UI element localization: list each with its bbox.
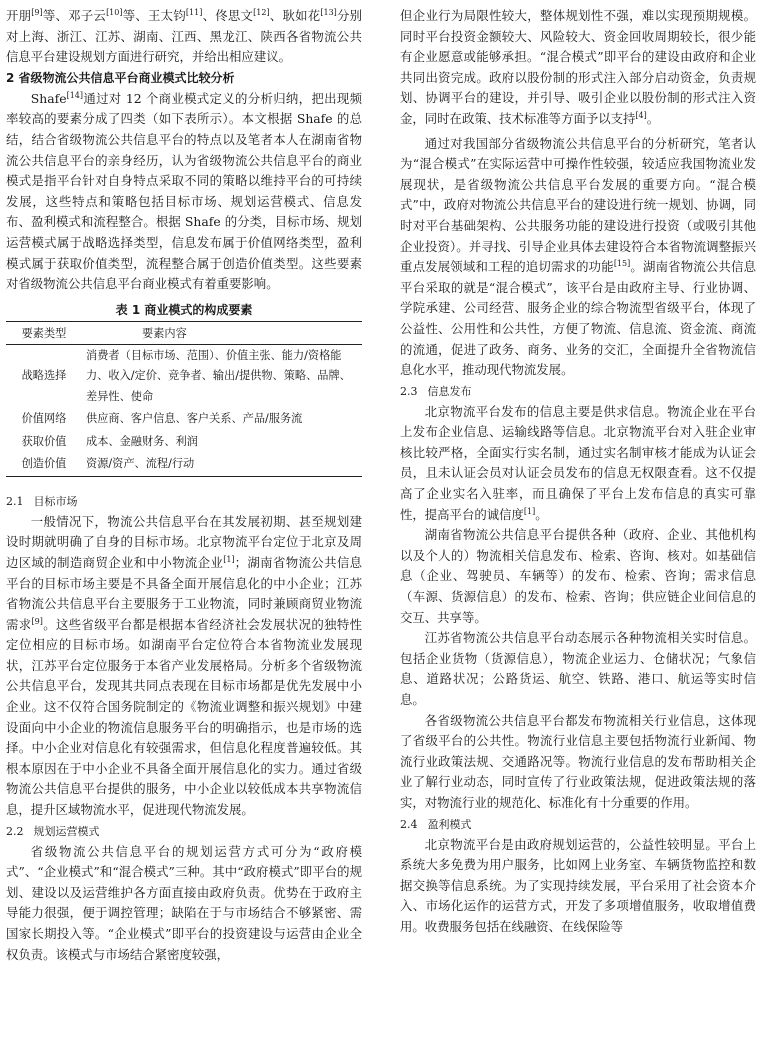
table-cell-content: 资源/资产、流程/行动 — [82, 453, 362, 476]
right-column — [400, 6, 756, 938]
table-cell-content: 供应商、客户信息、客户关系、产品/服务流 — [86, 412, 303, 426]
subsection-title: 目标市场 — [33, 494, 78, 508]
subsection-number: 2.1 — [6, 494, 24, 508]
subsection-2-2-paragraph: 省级物流公共信息平台的规划运营方式可分为“政府模式”、“企业模式”和“混合模式”三种。其中“政府模式”即平台的规划、建设以及运营维护各方面直接由政府负责。优势在于政府主导能力很强，便于调控管理；缺陷在于与市场结合不够紧密、需国家长期投入等。“企业模式”即平台的投资建设与运营由企业全权负责。该模式与市场结合紧密度较强， — [6, 843, 362, 962]
table-cell-content: 消费者（目标市场、范围）、价值主张、能力/资格能力、收入/定价、竞争者、输出/提供物、策略、品牌、差异性、使命 — [86, 348, 351, 403]
section-2-paragraph: Shafe[14]通过对 12 个商业模式定义的分析归纳，把出现频率较高的要素分成了四类（如下表所示）。本文根据 Shafe 的总结，结合省级物流公共信息平台的特点以及笔者本人在湖南省物流公共信息平台的亲身经历，认为省级物流公共信息平台的商业模式是指平台针对自身特点采取不同的策略以维持平台的可持续发展，这些特点和策略包括目标市场、规划运营模式、信息发布、盈利模式和流程整合。根据 Shafe 的分类，目标市场、规划运营模式属于战略选择类型，信息发布属于价值网络类型，盈利模式属于获取价值类型，流程整合属于创造价值类型。这些要素对省级物流公共信息平台商业模式有着重要影响。 — [6, 90, 362, 292]
section-2-heading: 2 省级物流公共信息平台商业模式比较分析 — [6, 70, 235, 85]
table-row — [6, 453, 362, 476]
subsection-2-4-heading — [400, 814, 756, 835]
subsection-title: 信息发布 — [427, 384, 472, 398]
mixed-model-paragraph: 通过对我国部分省级物流公共信息平台的分析研究，笔者认为“混合模式”在实际运营中可操作性较强，较适应我国物流业发展现状，是省级物流公共信息平台发展的重要方向。“混合模式”中，政府对物流公共信息平台的建设进行统一规划、协调，同时对平台基础架构、公共服务功能的建设进行投资（或吸引其他企业投资）。并寻找、引导企业具体去建设符合本省物流调整振兴重点发展领域和工程的追切需求的功能[15]。湖南省物流公共信息平台采取的就是“混合模式”，该平台是由政府主导、行业协调、学院承建、公司经营、服务企业的综合物流型省级平台，体现了公益性、公用性和公共性，方便了物流、信息流、资金流、商流的流通，促进了政务、商务、业务的交汇，全面提升全省物流信息化水平，推动现代物流发展。 — [400, 135, 757, 378]
subsection-2-2-heading — [6, 821, 362, 842]
subsection-2-1-heading — [6, 491, 362, 512]
table-row — [6, 408, 362, 431]
table-header-type: 要素类型 — [6, 321, 82, 344]
table-header-row — [6, 321, 362, 344]
table-cell-type: 价值网络 — [21, 412, 67, 426]
table-1-title: 表 1 商业模式的构成要素 — [115, 302, 253, 317]
subsection-2-3-paragraph-2: 湖南省物流公共信息平台提供各种（政府、企业、其他机构以及个人的）物流相关信息发布、检索、咨询、核对。如基础信息（企业、驾驶员、车辆等）的发布、检索、咨询；需求信息（车源、货源信息）的发布、检索、咨询；供应链企业间信息的交互、共享等。 — [400, 527, 756, 625]
subsection-2-3-paragraph-4: 各省级物流公共信息平台都发布物流相关行业信息，这体现了省级平台的公共性。物流行业信息主要包括物流行业新闻、物流行业政策法规、交通路况等。物流行业信息的发布帮助相关企业了解行业动态，同时宣传了行业政策法规，促进政策法规的落实，对物流行业的规范化、标准化有十分重要的作用。 — [400, 712, 756, 810]
subsection-title: 盈利模式 — [427, 817, 472, 831]
subsection-number: 2.2 — [6, 824, 24, 838]
subsection-2-4-paragraph-1: 北京物流平台是由政府规划运营的，公益性较明显。平台上系统大多免费为用户服务，比如网上业务室、车辆货物监控和数据交换等信息系统。为了实现持续发展，平台采用了社会资本介入、市场化运作的运营方式，开发了多项增值服务，收取增值费用。收费服务包括在线融资、在线保险等 — [400, 836, 756, 934]
subsection-2-1-paragraph: 一般情况下，物流公共信息平台在其发展初期、甚至规划建设时期就明确了自身的目标市场。北京物流平台定位于北京及周边区域的制造商贸企业和中小物流企业[1]；湖南省物流公共信息平台的目标市场主要是不具备全面开展信息化的中小企业；江苏省物流公共信息平台主要服务于工业物流，同时兼顾商贸业物流需求[9]。这些省级平台都是根据本省经济社会发展状况的独特性定位相应的目标市场。如湖南平台定位符合本省物流业发展现状，江苏平台定位服务于本省产业发展格局。分析多个省级物流公共信息平台，发现其共同点表现在目标市场都是优先发展中小企业。这不仅符合国务院制定的《物流业调整和振兴规划》中建设面向中小企业的物流信息服务平台的明确指示，也是市场的选择。中小企业对信息化有较强需求，但信息化程度普遍较低。其根本原因在于中小企业不具备全面开展信息化的实力。通过省级物流公共信息平台提供的服务，中小企业以较低成本共享物流信息，提升区域物流水平，促进现代物流发展。 — [6, 513, 363, 818]
table-cell-type: 获取价值 — [21, 434, 67, 448]
business-model-elements-table — [6, 321, 362, 477]
continued-paragraph: 但企业行为局限性较大，整体规划性不强，难以实现预期规模。同时平台投资金额较大、风险较大、资金回收周期较长，很少能有企业愿意或能够承担。“混合模式”即平台的建设由政府和企业共同出资完成。政府以股份制的形式注入部分启动资金，负责规划、协调平台的建设，并引导、吸引企业以股份制的形式注入资金，同时在政策、技术标准等方面予以支持[4]。 — [400, 8, 756, 126]
table-header-content: 要素内容 — [82, 321, 362, 344]
table-row — [6, 344, 362, 408]
subsection-2-3-paragraph-1: 北京物流平台发布的信息主要是供求信息。物流企业在平台上发布企业信息、运输线路等信息。北京物流平台对入驻企业审核比较严格，全面实行实名制，通过实名制审核才能成为认证会员，且未认证会员对认证会员发布的信息无权限查看。这不仅提高了企业实名入驻率，而且确保了平台上发布信息的真实可靠性，提高平台的诚信度[1]。 — [400, 403, 756, 522]
subsection-number: 2.3 — [400, 384, 418, 398]
table-row — [6, 431, 362, 454]
intro-paragraph: 开朋[9]等、邓子云[10]等、王太钧[11]、佟思文[12]、耿如花[13]分别对上海、浙江、江苏、湖南、江西、黑龙江、陕西各省物流公共信息平台建设规划方面进行研究，并给出相应建议。 — [6, 7, 363, 65]
subsection-2-3-heading — [400, 381, 756, 402]
left-column — [6, 6, 362, 965]
subsection-2-3-paragraph-3: 江苏省物流公共信息平台动态展示各种物流相关实时信息。包括企业货物（货源信息），物流企业运力、仓储状况；气象信息、道路状况；公路货运、航空、铁路、港口、航运等实时信息。 — [400, 630, 756, 707]
table-cell-content: 成本、金融财务、利润 — [86, 434, 198, 448]
subsection-title: 规划运营模式 — [33, 824, 100, 838]
subsection-number: 2.4 — [400, 817, 418, 831]
table-cell-type: 创造价值 — [6, 453, 82, 476]
table-cell-type: 战略选择 — [21, 369, 67, 383]
